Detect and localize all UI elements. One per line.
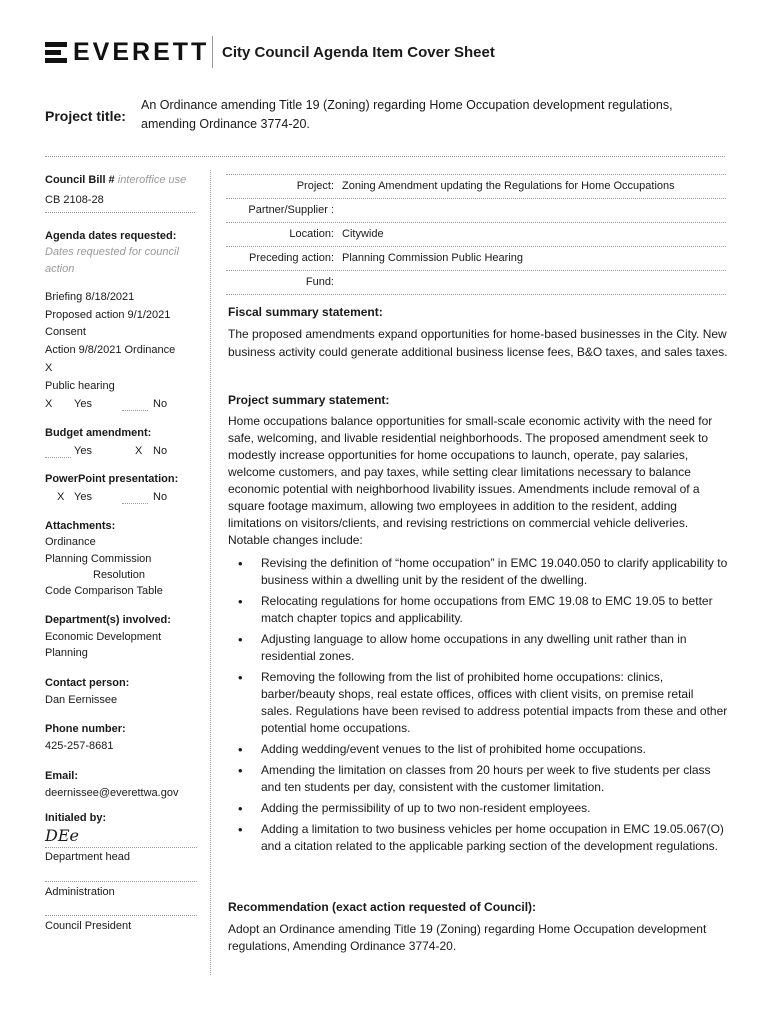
- action-date: Action 9/8/2021 Ordinance: [45, 344, 176, 356]
- everett-logo-icon: [45, 41, 67, 63]
- list-item: • Removing the following from the list of prohibited home occupations: clinics, barber/beauty shops, real estate offices, offices with client visits, on premise retail sales. Regulations have been revised to address potential impacts from these and other potential home occupations.: [228, 669, 728, 737]
- recommendation-text: Adopt an Ordinance amending Title 19 (Zoning) regarding Home Occupation development regulations, Amending Ordinance 3774-20.: [228, 922, 707, 953]
- attachment-item: Code Comparison Table: [45, 585, 163, 597]
- consent-label: Consent: [45, 326, 86, 338]
- ordinance-check-mark: X: [45, 362, 53, 374]
- everett-logo: [45, 38, 209, 66]
- departments-label: Department(s) involved:: [45, 614, 171, 626]
- fund-row-label: Fund:: [305, 276, 334, 288]
- powerpoint-yes: Yes: [74, 491, 92, 503]
- partner-row-label: Partner/Supplier :: [248, 204, 334, 216]
- attachment-item: Ordinance: [45, 536, 96, 548]
- list-item: • Adding a limitation to two business vehicles per home occupation in EMC 19.05.067(O) and a citation related to the applicable parking section of the development regulations.: [228, 821, 728, 855]
- top-divider: [45, 156, 725, 157]
- attachment-item: Resolution: [93, 569, 145, 581]
- recommendation-label: Recommendation (exact action requested of Council):: [228, 900, 537, 914]
- signature: DEe: [45, 826, 79, 845]
- contact-person-label: Contact person:: [45, 677, 130, 689]
- list-item: • Amending the limitation on classes from 20 hours per week to five students per class and ten students per day, consistent with the customer limitation.: [228, 762, 728, 796]
- phone-number: 425-257-8681: [45, 740, 114, 752]
- location-row-label: Location:: [289, 228, 334, 240]
- header-divider: [212, 36, 213, 68]
- row-rule: [226, 270, 726, 271]
- council-president-label: Council President: [45, 920, 132, 932]
- phone-number-label: Phone number:: [45, 723, 126, 735]
- department-item: Economic Development: [45, 631, 162, 643]
- fiscal-summary-text: The proposed amendments expand opportunities for home-based businesses in the City. New business activity could generate additional business license fees, B&O taxes, and sales taxes.: [228, 327, 728, 359]
- project-title-text: An Ordinance amending Title 19 (Zoning) regarding Home Occupation development regulations, amending Ordinance 3774-20.: [141, 98, 673, 131]
- public-hearing-yes-mark: X: [45, 398, 53, 410]
- proposed-action-date: Proposed action 9/1/2021: [45, 309, 171, 321]
- list-item: • Revising the definition of “home occupation” in EMC 19.040.050 to clarify applicability to business within a dwelling unit by the resident of the dwelling.: [228, 555, 728, 589]
- column-divider: [210, 170, 211, 975]
- public-hearing-no: No: [153, 398, 168, 410]
- location-row-value: Citywide: [342, 228, 384, 240]
- powerpoint-no-blank: [122, 503, 148, 504]
- council-bill-label: Council Bill #: [45, 174, 115, 186]
- budget-yes-blank: [45, 457, 71, 458]
- row-rule: [226, 246, 726, 247]
- list-item: • Adjusting language to allow home occupations in any dwelling unit rather than in residential zones.: [228, 631, 728, 665]
- attachments-label: Attachments:: [45, 520, 116, 532]
- list-item: • Relocating regulations for home occupations from EMC 19.08 to EMC 19.05 to better match chapter topics and applicability.: [228, 593, 728, 627]
- email-label: Email:: [45, 770, 79, 782]
- fiscal-summary-label: Fiscal summary statement:: [228, 305, 383, 319]
- project-row-value: Zoning Amendment updating the Regulations for Home Occupations: [342, 180, 675, 192]
- council-bill-heading: [45, 172, 200, 189]
- notable-changes-list: [228, 555, 728, 859]
- row-rule: [226, 174, 726, 175]
- preceding-action-row-value: Planning Commission Public Hearing: [342, 252, 523, 264]
- budget-amendment-label: Budget amendment:: [45, 427, 152, 439]
- row-rule: [226, 198, 726, 199]
- public-hearing-yes: Yes: [74, 398, 92, 410]
- project-title-label: Project title:: [45, 108, 126, 124]
- budget-no-mark: X: [135, 445, 143, 457]
- council-bill-hint: interoffice use: [117, 174, 187, 186]
- council-bill-value: CB 2108-28: [45, 194, 104, 206]
- email-address: deernissee@everettwa.gov: [45, 787, 179, 799]
- public-hearing-no-blank: [122, 410, 148, 411]
- powerpoint-no: No: [153, 491, 168, 503]
- attachment-item: Planning Commission: [45, 553, 152, 565]
- row-rule: [226, 294, 726, 295]
- administration-rule: [45, 881, 197, 882]
- initialed-by-label: Initialed by:: [45, 812, 107, 824]
- signature-rule: [45, 847, 197, 848]
- budget-yes: Yes: [74, 445, 92, 457]
- preceding-action-row-label: Preceding action:: [249, 252, 334, 264]
- page-title: City Council Agenda Item Cover Sheet: [222, 44, 495, 61]
- row-rule: [226, 222, 726, 223]
- project-row-label: Project:: [296, 180, 334, 192]
- council-president-rule: [45, 915, 197, 916]
- contact-person: Dan Eernissee: [45, 694, 118, 706]
- agenda-dates-hint: Dates requested for council action: [45, 246, 179, 275]
- department-item: Planning: [45, 647, 88, 659]
- briefing-date: Briefing 8/18/2021: [45, 291, 135, 303]
- powerpoint-yes-mark: X: [57, 491, 65, 503]
- budget-no: No: [153, 445, 168, 457]
- public-hearing-label: Public hearing: [45, 380, 115, 392]
- administration-label: Administration: [45, 886, 115, 898]
- council-bill-rule: [45, 212, 195, 213]
- list-item: • Adding the permissibility of up to two non-resident employees.: [228, 800, 728, 817]
- project-summary-label: Project summary statement:: [228, 393, 390, 407]
- logo-text: EVERETT: [73, 38, 210, 66]
- powerpoint-label: PowerPoint presentation:: [45, 473, 179, 485]
- list-item: • Adding wedding/event venues to the list of prohibited home occupations.: [228, 741, 728, 758]
- agenda-dates-label: Agenda dates requested:: [45, 230, 177, 242]
- department-head-label: Department head: [45, 851, 130, 863]
- project-summary-text: Home occupations balance opportunities for small-scale economic activity with the need for safe, welcoming, and livable residential neighborhoods. The proposed amendment seek to modestly increase opportunities for home occupations to launch, operate, pay salaries, welcome customers, and pay taxes, while setting clear limitations necessary to balance economic potential with neighborhood livability issues. Amendments include removal of a square footage maximum, allowing two employees in addition to the resident, adding limitations on visitors/clients, and revising restrictions on commercial vehicle deliveries. Notable changes include:: [228, 414, 713, 547]
